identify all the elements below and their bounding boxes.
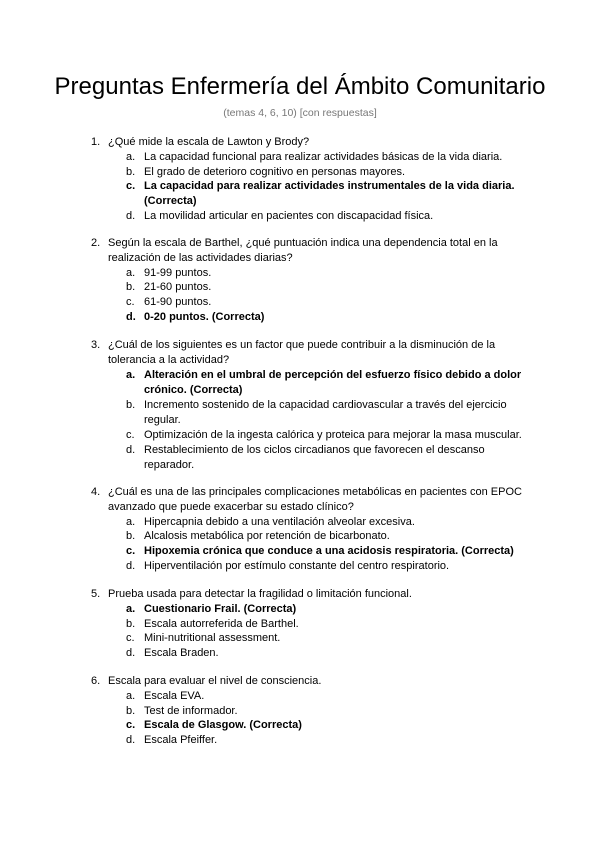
option-letter: a. bbox=[126, 690, 136, 702]
question-number: 6. bbox=[91, 675, 101, 687]
answer-option: Incremento sostenido de la capacidad cardiovascular a través del ejercicio regular. bbox=[144, 399, 507, 426]
correct-answer-option: Escala de Glasgow. (Correcta) bbox=[144, 719, 302, 731]
option-letter: b. bbox=[126, 166, 136, 178]
option-letter: a. bbox=[126, 603, 136, 615]
answer-option: 21-60 puntos. bbox=[144, 281, 212, 293]
answer-option: 91-99 puntos. bbox=[144, 267, 212, 279]
correct-answer-option: Cuestionario Frail. (Correcta) bbox=[144, 603, 297, 615]
option-letter: d. bbox=[126, 311, 136, 323]
answer-option: Hipercapnia debido a una ventilación alveolar excesiva. bbox=[144, 516, 415, 528]
answer-option: Hiperventilación por estímulo constante del centro respiratorio. bbox=[144, 560, 450, 572]
answer-option: La movilidad articular en pacientes con discapacidad física. bbox=[144, 210, 434, 222]
correct-answer-option: La capacidad para realizar actividades instrumentales de la vida diaria. (Correcta) bbox=[144, 180, 515, 207]
option-letter: b. bbox=[126, 399, 136, 411]
option-letter: b. bbox=[126, 618, 136, 630]
page-subtitle: (temas 4, 6, 10) [con respuestas] bbox=[223, 107, 377, 119]
option-letter: d. bbox=[126, 734, 136, 746]
option-letter: b. bbox=[126, 705, 136, 717]
question-text: ¿Cuál de los siguientes es un factor que puede contribuir a la disminución de la tolerancia a la actividad? bbox=[108, 339, 496, 366]
answer-option: Optimización de la ingesta calórica y proteica para mejorar la masa muscular. bbox=[144, 429, 522, 441]
correct-answer-option: 0-20 puntos. (Correcta) bbox=[144, 311, 265, 323]
answer-option: Restablecimiento de los ciclos circadianos que favorecen el descanso reparador. bbox=[144, 444, 485, 471]
option-letter: a. bbox=[126, 369, 136, 381]
option-letter: c. bbox=[126, 632, 135, 644]
answer-option: Escala Pfeiffer. bbox=[144, 734, 218, 746]
option-letter: d. bbox=[126, 647, 136, 659]
answer-option: Escala Braden. bbox=[144, 647, 219, 659]
option-letter: d. bbox=[126, 210, 136, 222]
option-letter: d. bbox=[126, 444, 136, 456]
option-letter: a. bbox=[126, 267, 136, 279]
option-letter: b. bbox=[126, 530, 136, 542]
option-letter: b. bbox=[126, 281, 136, 293]
correct-answer-option: Alteración en el umbral de percepción del esfuerzo físico debido a dolor crónico. (Correcta) bbox=[144, 369, 522, 396]
answer-option: Alcalosis metabólica por retención de bicarbonato. bbox=[144, 530, 390, 542]
option-letter: c. bbox=[126, 180, 136, 192]
option-letter: c. bbox=[126, 429, 135, 441]
question-number: 1. bbox=[91, 136, 101, 148]
answer-option: 61-90 puntos. bbox=[144, 296, 212, 308]
page-title: Preguntas Enfermería del Ámbito Comunitario bbox=[54, 73, 546, 100]
option-letter: a. bbox=[126, 151, 136, 163]
option-letter: d. bbox=[126, 560, 136, 572]
question-text: Prueba usada para detectar la fragilidad o limitación funcional. bbox=[108, 588, 412, 600]
answer-option: Escala EVA. bbox=[144, 690, 205, 702]
answer-option: El grado de deterioro cognitivo en personas mayores. bbox=[144, 166, 406, 178]
option-letter: c. bbox=[126, 719, 136, 731]
question-number: 4. bbox=[91, 486, 101, 498]
question-text: Según la escala de Barthel, ¿qué puntuación indica una dependencia total en la realización de las actividades diarias? bbox=[108, 237, 498, 264]
correct-answer-option: Hipoxemia crónica que conduce a una acidosis respiratoria. (Correcta) bbox=[144, 545, 514, 557]
answer-option: Escala autorreferida de Barthel. bbox=[144, 618, 299, 630]
question-number: 3. bbox=[91, 339, 101, 351]
answer-option: Test de informador. bbox=[144, 705, 238, 717]
question-number: 5. bbox=[91, 588, 101, 600]
option-letter: a. bbox=[126, 516, 136, 528]
option-letter: c. bbox=[126, 296, 135, 308]
question-text: ¿Qué mide la escala de Lawton y Brody? bbox=[108, 136, 310, 148]
answer-option: Mini-nutritional assessment. bbox=[144, 632, 281, 644]
answer-option: La capacidad funcional para realizar actividades básicas de la vida diaria. bbox=[144, 151, 503, 163]
question-text: ¿Cuál es una de las principales complicaciones metabólicas en pacientes con EPOC avanzado que puede exacerbar su estado clínico? bbox=[108, 486, 522, 513]
question-text: Escala para evaluar el nivel de consciencia. bbox=[108, 675, 322, 687]
option-letter: c. bbox=[126, 545, 136, 557]
question-number: 2. bbox=[91, 237, 101, 249]
